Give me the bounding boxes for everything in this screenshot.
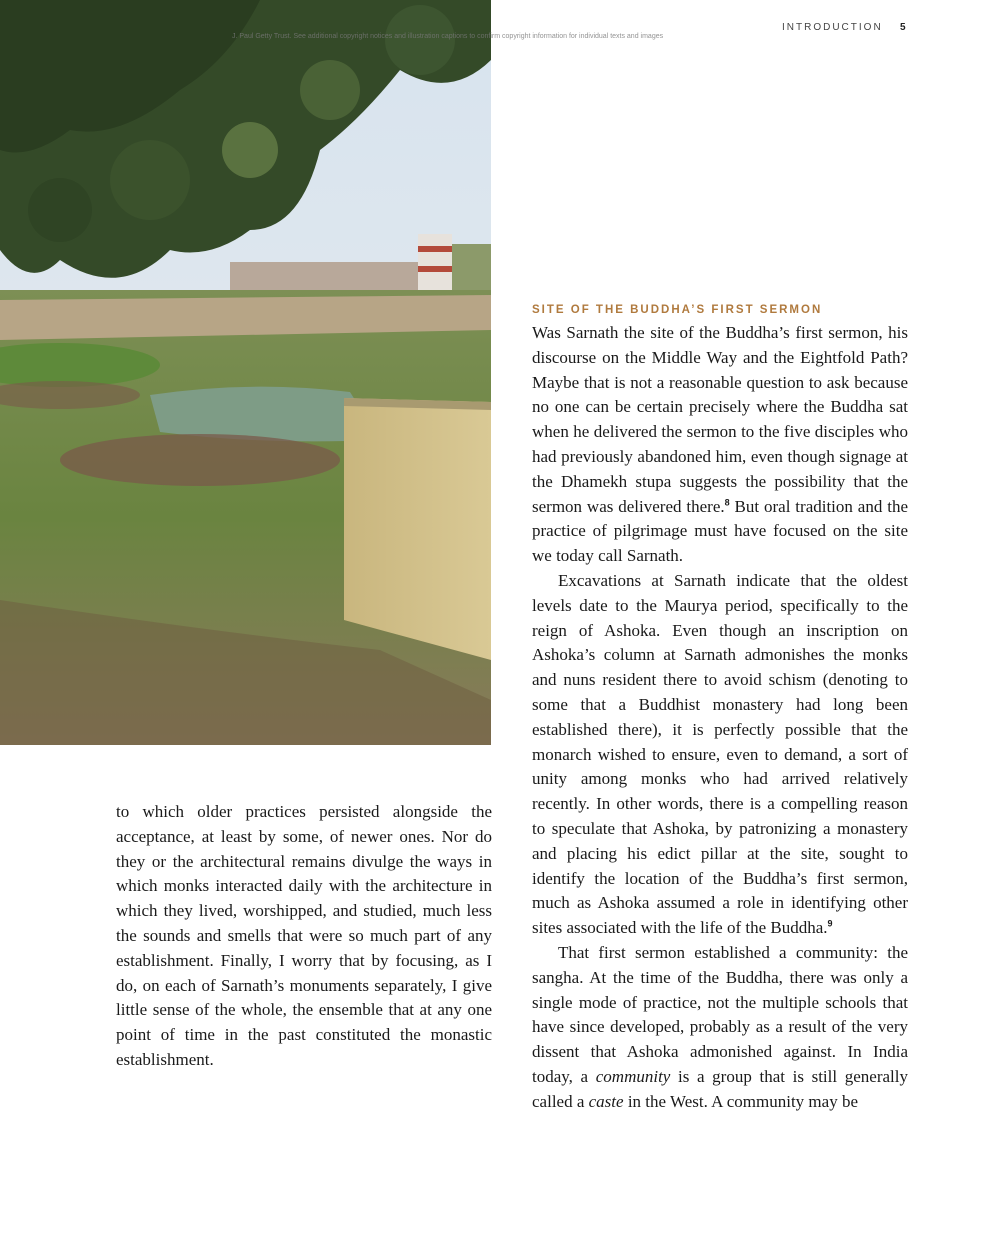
- footnote-ref[interactable]: 9: [827, 918, 833, 929]
- body-paragraph-2: [532, 569, 908, 941]
- landscape-photo: [0, 0, 491, 745]
- paragraph-text: But oral tradition and the practice of pilgrimage must have focused on the site we today call Sarnath.: [532, 496, 908, 566]
- section-heading: SITE OF THE BUDDHA’S FIRST SERMON: [532, 304, 823, 316]
- paragraph-text: is a group that is still generally called a: [532, 1066, 908, 1111]
- page-number: 5: [900, 22, 906, 33]
- running-head: INTRODUCTION: [782, 22, 883, 33]
- left-column: [116, 800, 492, 1073]
- paragraph-text: Excavations at Sarnath indicate that the oldest levels date to the Maurya period, specifically to the reign of Ashoka. Even though an inscription on Ashoka’s column at Sarnath admonishes the monks and nuns resident there to avoid schism (denoting to some that a Buddhist monastery had long been established there), it is perfectly possible that the monarch wished to ensure, even to demand, a sort of unity among monks who had arrived relatively recently. In other words, there is a compelling reason to speculate that Ashoka, by patronizing a monastery and placing his edict pillar at the site, sought to identify the location of the Buddha’s first sermon, much as Ashoka assumed a role in identifying other sites associated with the life of the Buddha.: [532, 570, 908, 938]
- body-paragraph: to which older practices persisted alongside the acceptance, at least by some, of newer ones. Nor do they or the architectural remains divulge the ways in which monks interacted daily with the architecture in which they lived, worshipped, and studied, much less the sounds and smells that were so much part of any establishment. Finally, I worry that by focusing, as I do, on each of Sarnath’s monuments separately, I give little sense of the whole, the ensemble that at any one point of time in the past constituted the monastic establishment.: [116, 802, 492, 1069]
- right-column: [532, 301, 908, 1115]
- body-paragraph-3: [532, 941, 908, 1115]
- footnote-ref[interactable]: 8: [724, 496, 730, 507]
- paragraph-text: Was Sarnath the site of the Buddha’s first sermon, his discourse on the Middle Way and the Eightfold Path? Maybe that is not a reasonable question to ask because no one can be certain precisely where the Buddha sat when he delivered the sermon to the five disciples who had previously abandoned him, even though signage at the Dhamekh stupa suggests the possibility that the sermon was delivered there.: [532, 323, 908, 516]
- body-paragraph-1: [532, 321, 908, 569]
- paragraph-text: That first sermon established a community: the sangha. At the time of the Buddha, there was only a single mode of practice, not the multiple schools that have since developed, probably as a result of the very dissent that Ashoka admonished against. In India today, a: [532, 942, 908, 1086]
- italic-term: community: [595, 1066, 671, 1086]
- italic-term: caste: [588, 1091, 624, 1111]
- copyright-notice: J. Paul Getty Trust. See additional copyright notices and illustration captions to confirm copyright information for individual texts and images: [232, 33, 664, 40]
- paragraph-text: in the West. A community may be: [623, 1091, 858, 1111]
